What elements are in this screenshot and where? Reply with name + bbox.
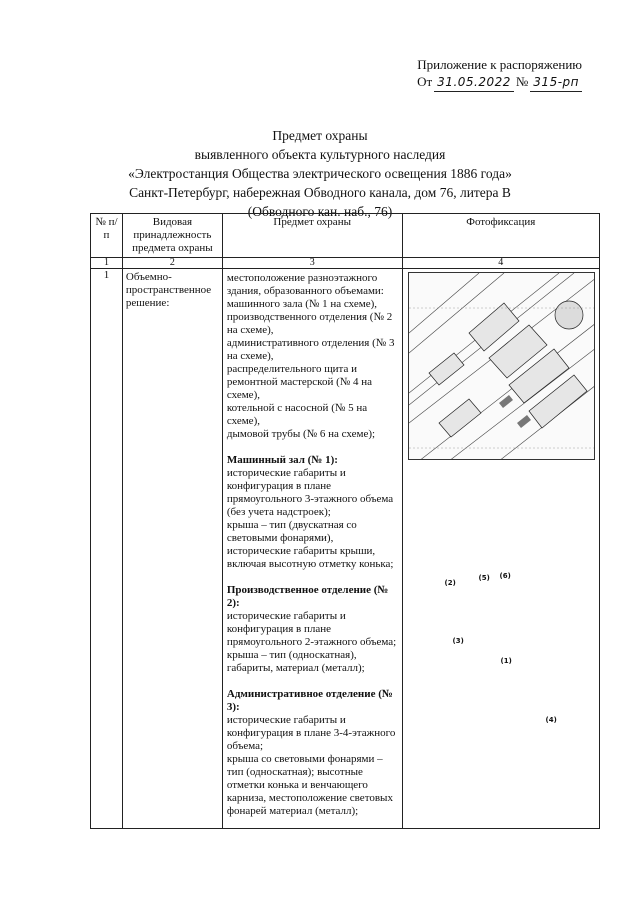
map-label: (5) bbox=[478, 574, 490, 582]
map-label: (3) bbox=[452, 637, 464, 645]
section-line: исторические габариты и конфигурация в плане прямоугольного 3-этажного объема (без учета надстроек); bbox=[226, 467, 394, 518]
section-line: исторические габариты крыши, включая высотную отметку конька; bbox=[226, 545, 394, 570]
header-subject: Предмет охраны bbox=[222, 214, 402, 258]
intro-line: машинного зала (№ 1 на схеме), bbox=[226, 298, 377, 310]
section-line: крыша со световыми фонарями – тип (односкатная); высотные отметки конька и венчающего карниза, местоположение световых фонарей материал (металл); bbox=[226, 753, 393, 817]
map-label: (6) bbox=[499, 572, 511, 580]
title-line-5: (Обводного кан. наб., 76) bbox=[247, 204, 393, 219]
section-heading-machine-hall: Машинный зал (№ 1): bbox=[226, 454, 338, 466]
section-line: исторические габариты и конфигурация в плане прямоугольного 2-этажного объема; bbox=[226, 610, 397, 648]
intro-line: распределительного щита и ремонтной мастерской (№ 4 на схеме), bbox=[226, 363, 373, 401]
intro-line: местоположение разноэтажного здания, образованного объемами: bbox=[226, 272, 384, 297]
intro-block bbox=[227, 272, 398, 441]
order-number: 315-рп bbox=[530, 74, 582, 92]
order-number-prefix: № bbox=[515, 74, 529, 89]
order-from-prefix: От bbox=[417, 74, 433, 89]
header-photo: Фотофиксация bbox=[402, 214, 599, 258]
map-label: (4) bbox=[545, 716, 557, 724]
header-type: Видовая принадлежность предмета охраны bbox=[122, 214, 222, 258]
annex-title: Приложение к распоряжению bbox=[417, 57, 582, 72]
intro-line: дымовой трубы (№ 6 на схеме); bbox=[226, 428, 376, 440]
colnum-4: 4 bbox=[402, 258, 599, 269]
colnum-3: 3 bbox=[222, 258, 402, 269]
section-line: крыша – тип (двускатная со световыми фонарями), bbox=[226, 519, 357, 544]
map-label: (1) bbox=[500, 657, 512, 665]
column-number-row bbox=[91, 258, 600, 269]
section-line: исторические габариты и конфигурация в плане 3-4-этажного объема; bbox=[226, 714, 396, 752]
table-header-row bbox=[91, 214, 600, 258]
order-line bbox=[417, 73, 582, 92]
annex-header bbox=[417, 56, 582, 92]
section-heading-administrative: Административное отделение (№ 3): bbox=[226, 688, 393, 713]
header-num: № п/п bbox=[91, 214, 123, 258]
protection-subject-table bbox=[90, 213, 600, 829]
section-heading-production: Производственное отделение (№ 2): bbox=[226, 584, 389, 609]
intro-line: котельной с насосной (№ 5 на схеме), bbox=[226, 402, 368, 427]
site-plan-map bbox=[408, 272, 595, 460]
map-label: (2) bbox=[444, 579, 456, 587]
colnum-1: 1 bbox=[91, 258, 123, 269]
document-title bbox=[0, 126, 640, 221]
title-line-4: Санкт-Петербург, набережная Обводного канала, дом 76, литера В bbox=[129, 185, 511, 200]
table-row bbox=[91, 269, 600, 829]
row-photo bbox=[402, 269, 599, 829]
title-line-1: Предмет охраны bbox=[272, 128, 368, 143]
row-type: Объемно-пространственное решение: bbox=[122, 269, 222, 829]
site-plan-drawing bbox=[409, 273, 595, 460]
order-date: 31.05.2022 bbox=[434, 74, 514, 92]
title-line-3: «Электростанция Общества электрического освещения 1886 года» bbox=[128, 166, 512, 181]
section-line: крыша – тип (односкатная), габариты, материал (металл); bbox=[226, 649, 365, 674]
intro-line: производственного отделения (№ 2 на схеме), bbox=[226, 311, 393, 336]
title-line-2: выявленного объекта культурного наследия bbox=[194, 147, 446, 162]
intro-line: административного отделения (№ 3 на схеме), bbox=[226, 337, 395, 362]
row-subject bbox=[222, 269, 402, 829]
row-num: 1 bbox=[91, 269, 123, 829]
colnum-2: 2 bbox=[122, 258, 222, 269]
